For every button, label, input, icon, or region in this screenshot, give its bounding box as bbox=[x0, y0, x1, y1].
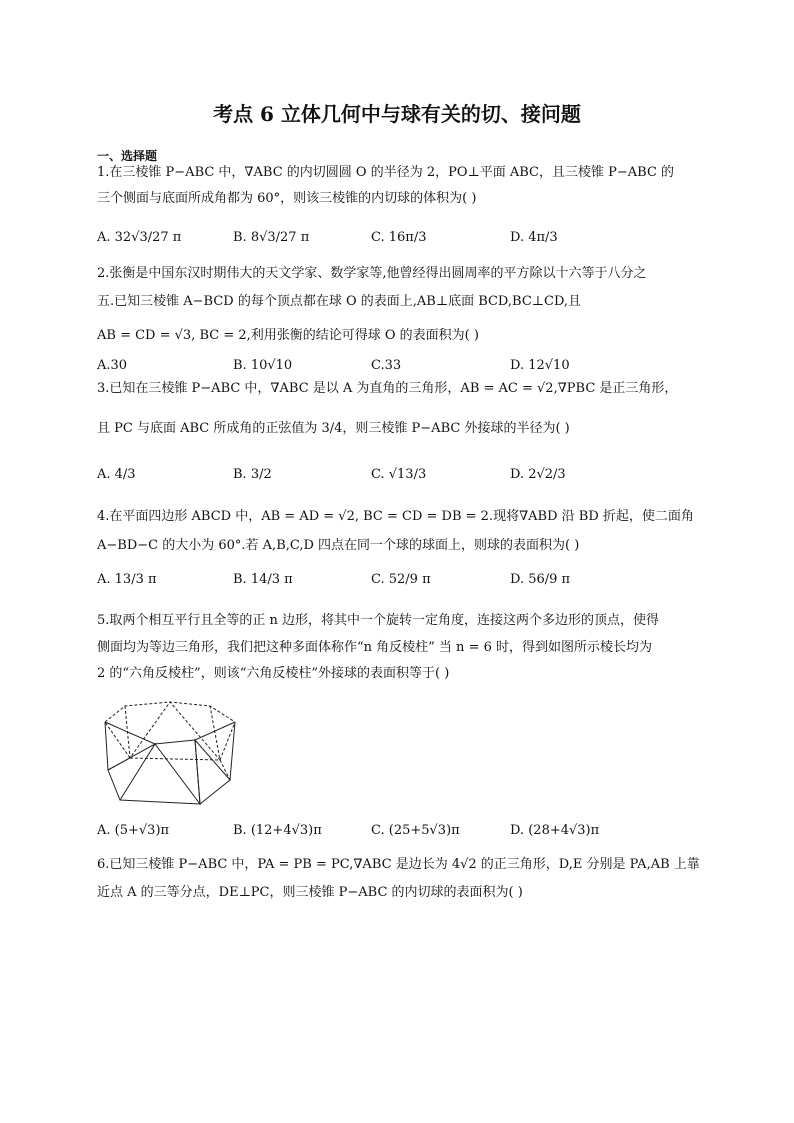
q2-line3: AB = CD = √3, BC = 2,利用张衡的结论可得球 O 的表面积为( ) bbox=[97, 328, 479, 343]
q2-option-b: B. 10√10 bbox=[233, 358, 293, 373]
q1-line1: 1.在三棱锥 P−ABC 中，∇ABC 的内切圆圆 O 的半径为 2，PO⊥平面 ABC，且三棱锥 P−ABC 的 bbox=[97, 165, 675, 180]
q2-option-c: C.33 bbox=[371, 358, 402, 373]
q1-option-b: B. 8√3/27 π bbox=[233, 230, 310, 245]
q4-option-c: C. 52/9 π bbox=[371, 572, 431, 587]
q3-option-a: A. 4/3 bbox=[97, 467, 136, 482]
q1-option-c: C. 16π/3 bbox=[371, 230, 427, 245]
q2-line1: 2.张衡是中国东汉时期伟大的天文学家、数学家等,他曾经得出圆周率的平方除以十六等于八分之 bbox=[97, 266, 647, 281]
q4-option-d: D. 56/9 π bbox=[510, 572, 571, 587]
q5-option-c: C. (25+5√3)π bbox=[371, 823, 460, 838]
q3-option-b: B. 3/2 bbox=[233, 467, 272, 482]
page-title: 考点 6 立体几何中与球有关的切、接问题 bbox=[213, 102, 581, 126]
q5-line1: 5.取两个相互平行且全等的正 n 边形，将其中一个旋转一定角度，连接这两个多边形的顶点，使得 bbox=[97, 613, 660, 628]
q4-line2: A−BD−C 的大小为 60°.若 A,B,C,D 四点在同一个球的球面上，则球的表面积为( ) bbox=[97, 538, 580, 553]
q1-option-a: A. 32√3/27 π bbox=[97, 230, 182, 245]
q6-line1: 6.已知三棱锥 P−ABC 中，PA = PB = PC,∇ABC 是边长为 4√2 的正三角形，D,E 分别是 PA,AB 上靠 bbox=[97, 857, 700, 872]
q6-line2: 近点 A 的三等分点，DE⊥PC，则三棱锥 P−ABC 的内切球的表面积为( ) bbox=[97, 885, 523, 900]
q3-option-c: C. √13/3 bbox=[371, 467, 427, 482]
q2-line2: 五.已知三棱锥 A−BCD 的每个顶点都在球 O 的表面上,AB⊥底面 BCD,BC⊥CD,且 bbox=[97, 294, 582, 309]
q2-option-a: A.30 bbox=[97, 358, 128, 373]
q5-line3: 2 的“六角反棱柱”，则该“六角反棱柱”外接球的表面积等于( ) bbox=[97, 666, 450, 681]
q3-line2: 且 PC 与底面 ABC 所成角的正弦值为 3/4，则三棱锥 P−ABC 外接球的半径为( ) bbox=[97, 421, 570, 436]
q5-option-a: A. (5+√3)π bbox=[97, 823, 170, 838]
q4-option-a: A. 13/3 π bbox=[97, 572, 157, 587]
section-heading: 一、选择题 bbox=[97, 149, 158, 163]
q4-option-b: B. 14/3 π bbox=[233, 572, 293, 587]
q5-option-b: B. (12+4√3)π bbox=[233, 823, 322, 838]
hexagonal-antiprism-figure bbox=[100, 700, 240, 810]
q3-line1: 3.已知在三棱锥 P−ABC 中，∇ABC 是以 A 为直角的三角形，AB = AC = √2,∇PBC 是正三角形， bbox=[97, 381, 678, 396]
q4-line1: 4.在平面四边形 ABCD 中，AB = AD = √2, BC = CD = DB = 2.现将∇ABD 沿 BD 折起，使二面角 bbox=[97, 509, 694, 524]
q1-option-d: D. 4π/3 bbox=[510, 230, 558, 245]
q2-option-d: D. 12√10 bbox=[510, 358, 570, 373]
q1-line2: 三个侧面与底面所成角都为 60°，则该三棱锥的内切球的体积为( ) bbox=[97, 191, 477, 206]
q3-option-d: D. 2√2/3 bbox=[510, 467, 566, 482]
q5-line2: 侧面均为等边三角形，我们把这种多面体称作“n 角反棱柱” 当 n = 6 时，得到如图所示棱长均为 bbox=[97, 640, 652, 655]
q5-option-d: D. (28+4√3)π bbox=[510, 823, 600, 838]
